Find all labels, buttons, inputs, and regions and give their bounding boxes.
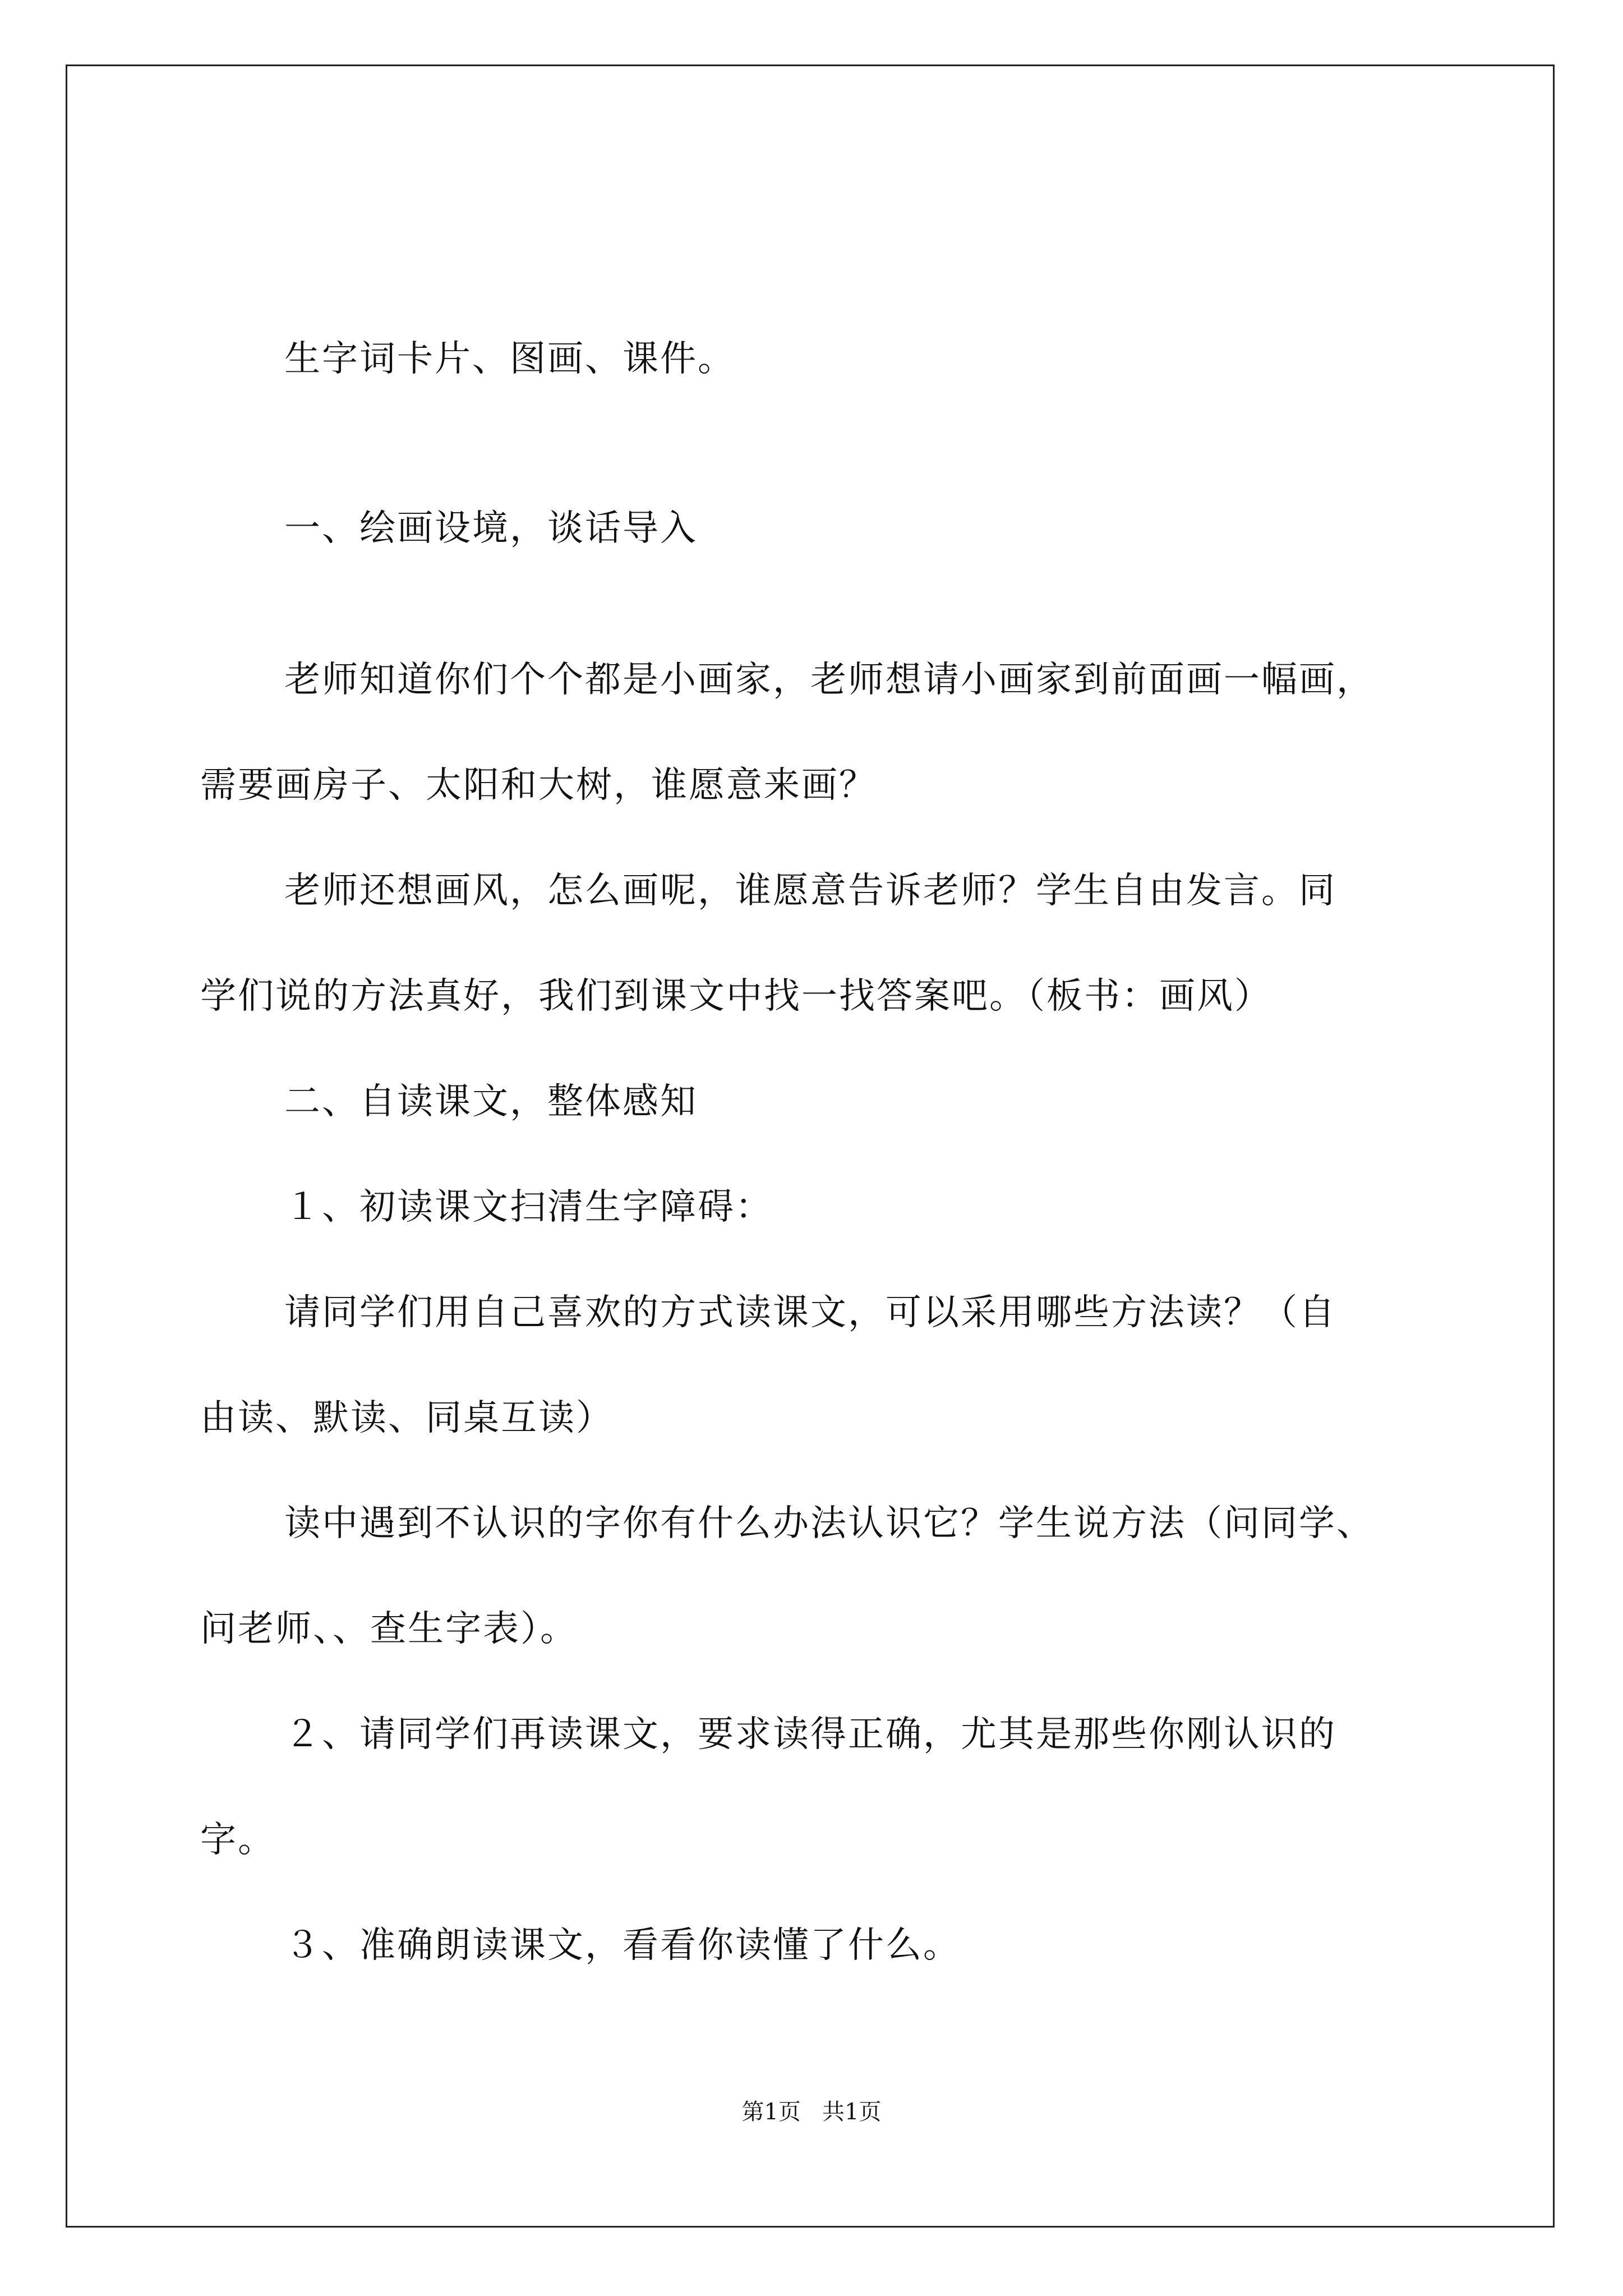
- paragraph-line: 请同学们用自己喜欢的方式读课文，可以采用哪些方法读？（自: [284, 1292, 1336, 1333]
- list-item-1: １、初读课文扫清生字障碍：: [284, 1186, 773, 1228]
- paragraph-line: 老师还想画风，怎么画呢，谁愿意告诉老师？学生自由发言。同: [284, 870, 1336, 912]
- paragraph-line: 老师知道你们个个都是小画家，老师想请小画家到前面画一幅画，: [284, 659, 1374, 701]
- page-border: [66, 65, 1555, 2228]
- paragraph-line: 读中遇到不认识的字你有什么办法认识它？学生说方法（问同学、: [284, 1503, 1374, 1544]
- list-item-2: ２、请同学们再读课文，要求读得正确，尤其是那些你刚认识的: [284, 1714, 1336, 1755]
- paragraph-line: 由读、默读、同桌互读）: [200, 1397, 614, 1439]
- list-item-3: ３、准确朗读课文，看看你读懂了什么。: [284, 1925, 961, 1966]
- paragraph-line: 需要画房子、太阳和大树，谁愿意来画？: [200, 765, 877, 806]
- section-heading-2: 二、自读课文，整体感知: [284, 1081, 698, 1122]
- paragraph-line: 字。: [200, 1819, 275, 1861]
- paragraph-line: 问老师、、查生字表）。: [200, 1608, 578, 1650]
- paragraph-line: 学们说的方法真好，我们到课文中找一找答案吧。（板书：画风）: [200, 976, 1272, 1017]
- section-heading-1: 一、绘画设境，谈话导入: [284, 508, 698, 549]
- page-footer: 第1页 共1页: [741, 2099, 882, 2125]
- paragraph-materials: 生字词卡片、图画、课件。: [284, 338, 735, 380]
